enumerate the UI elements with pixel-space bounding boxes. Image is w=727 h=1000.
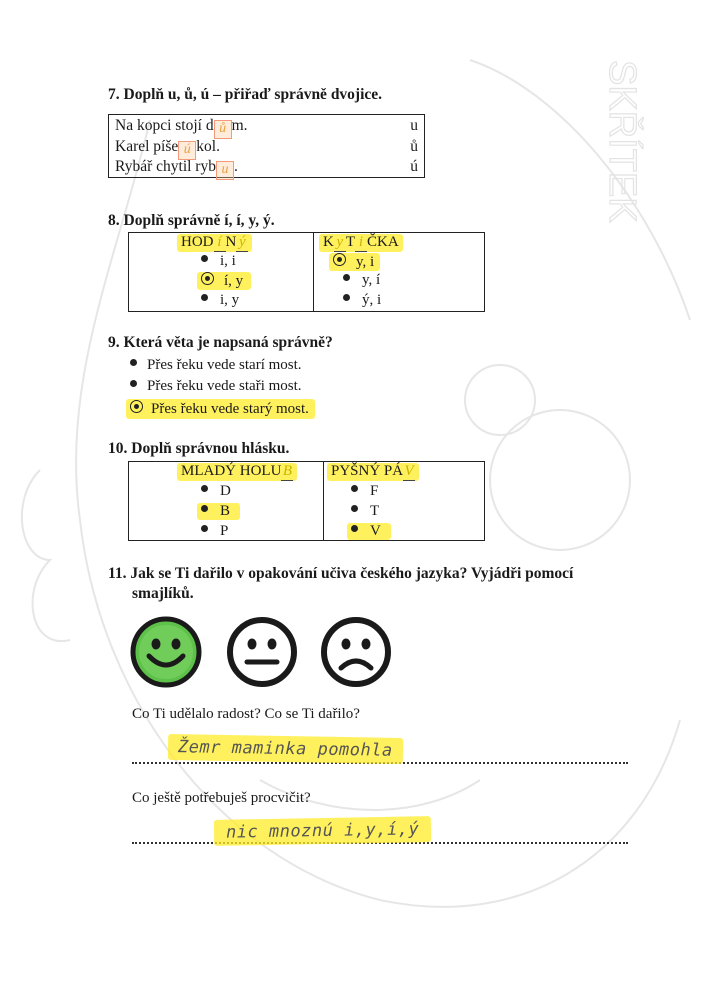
task10-heading: 10. Doplň správnou hlásku. <box>108 440 290 457</box>
task10-option[interactable]: F <box>351 483 378 500</box>
task10-option[interactable]: D <box>201 483 231 500</box>
task8-blank[interactable]: y <box>334 234 346 252</box>
selected-circle-icon <box>333 253 346 266</box>
sad-smiley-icon[interactable] <box>320 616 392 688</box>
task10-table <box>128 461 485 541</box>
task10-blank[interactable]: V <box>404 463 414 479</box>
task7-answer[interactable]: ú <box>178 141 196 160</box>
task8-word-kytička: K y T i ČKA <box>319 234 403 252</box>
task7-row <box>115 138 418 158</box>
task8-blank[interactable]: í <box>214 234 226 252</box>
task8-option-selected[interactable]: í, y <box>197 272 251 290</box>
task7-row-text: Karel píše <box>115 138 179 155</box>
task10-option-selected[interactable]: V <box>347 523 391 540</box>
happy-smiley-icon[interactable] <box>130 616 202 688</box>
task8-option[interactable]: i, y <box>201 292 239 309</box>
neutral-smiley-icon[interactable] <box>226 616 298 688</box>
task7-row-text: Na kopci stojí d <box>115 117 214 134</box>
task11-question2: Co ještě potřebuješ procvičit? <box>132 790 311 806</box>
task11-question1: Co Ti udělalo radost? Co se Ti dařilo? <box>132 706 360 722</box>
task8-option[interactable]: y, í <box>343 272 380 289</box>
table-divider <box>323 462 324 540</box>
task8-option[interactable]: ý, i <box>343 292 381 309</box>
task7-letter: ú <box>410 158 418 175</box>
task7-letter: u <box>410 117 418 134</box>
task7-table <box>108 114 425 178</box>
task9-option[interactable]: Přes řeku vede starí most. <box>130 357 302 374</box>
table-divider <box>313 233 314 311</box>
task9-heading: 9. Která věta je napsaná správně? <box>108 334 333 351</box>
watermark-text: SKŘÍTEK <box>601 60 643 223</box>
task8-word-hodny: HOD í N ý <box>177 234 252 252</box>
task11-answer1[interactable]: Žemr maminka pomohla <box>168 734 403 764</box>
task8-option[interactable]: i, i <box>201 253 236 270</box>
task11-heading-line2: smajlíků. <box>132 585 194 602</box>
task10-word-holub: MLADÝ HOLUB <box>177 463 297 481</box>
task7-answer[interactable]: u <box>216 161 234 180</box>
task7-row <box>115 158 418 178</box>
task10-option[interactable]: T <box>351 503 379 520</box>
task7-heading: 7. Doplň u, ů, ú – přiřaď správně dvojice. <box>108 86 383 103</box>
task10-word-pav: PYŠNÝ PÁV <box>327 463 419 481</box>
task7-answer[interactable]: ů <box>214 120 232 139</box>
task7-row <box>115 117 418 137</box>
task7-letter: ů <box>410 138 418 155</box>
task11-heading-line1: 11. Jak se Ti dařilo v opakování učiva českého jazyka? Vyjádři pomocí <box>108 565 574 582</box>
task8-blank[interactable]: ý <box>236 234 248 252</box>
task8-blank[interactable]: i <box>355 234 367 252</box>
task9-option-selected[interactable]: Přes řeku vede starý most. <box>126 399 315 419</box>
task9-option[interactable]: Přes řeku vede staři most. <box>130 378 302 395</box>
task7-row-text-after: . <box>233 158 238 175</box>
task10-blank[interactable]: B <box>282 463 292 479</box>
task11-answer2[interactable]: nic mnoznú i,y,í,ý <box>214 816 432 846</box>
selected-circle-icon <box>201 272 214 285</box>
task8-option-selected[interactable]: y, i <box>329 253 380 271</box>
selected-circle-icon <box>130 400 143 413</box>
task7-row-text-after: kol. <box>196 138 220 155</box>
task7-row-text: Rybář chytil ryb <box>115 158 216 175</box>
task7-row-text-after: m. <box>231 117 248 134</box>
task10-option-selected[interactable]: B <box>197 503 240 520</box>
task8-table <box>128 232 485 312</box>
task8-heading: 8. Doplň správně í, í, y, ý. <box>108 212 275 229</box>
task10-option[interactable]: P <box>201 523 228 540</box>
